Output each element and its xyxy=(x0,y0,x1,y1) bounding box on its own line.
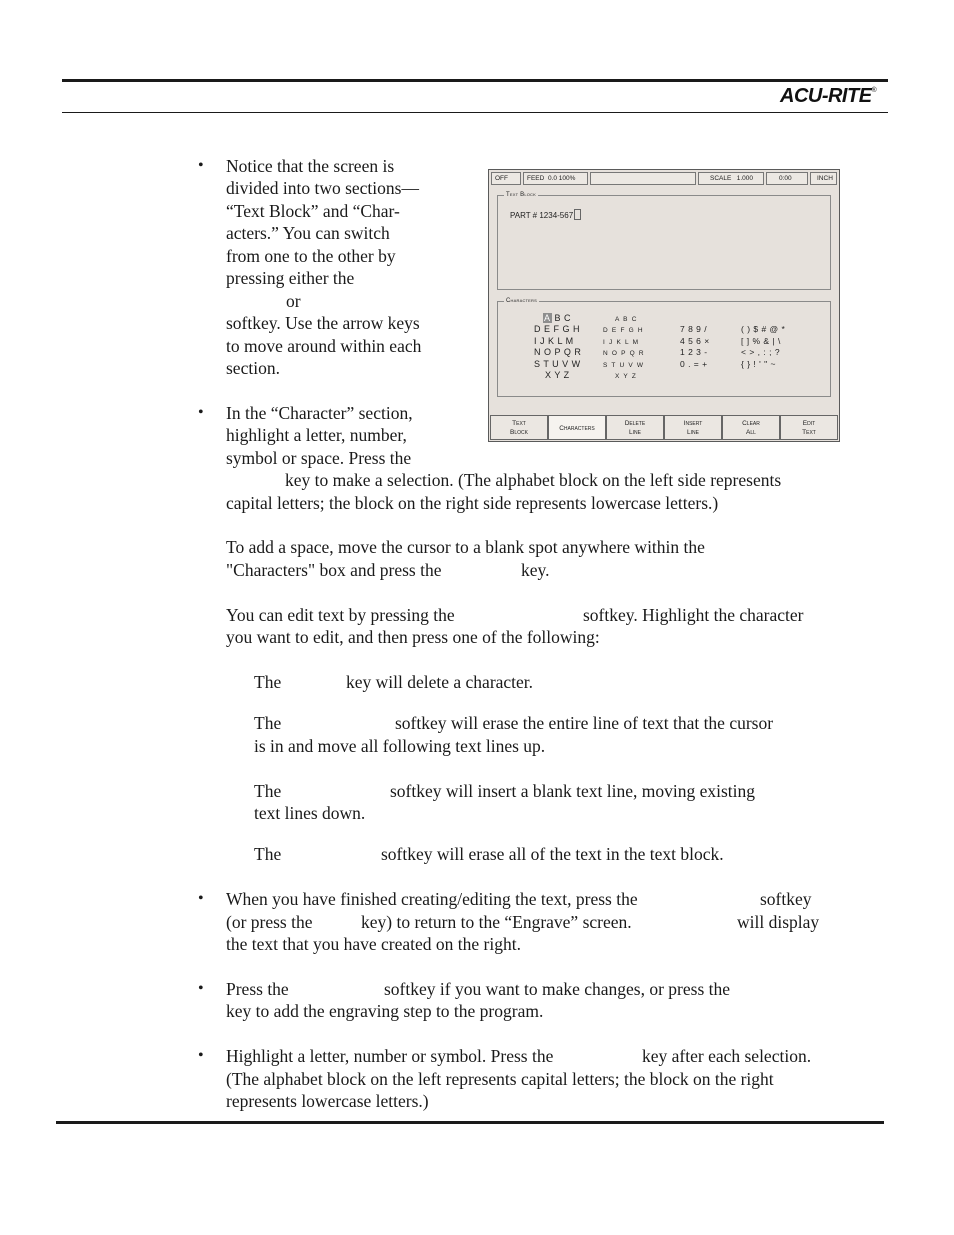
text-line: The xyxy=(254,672,282,692)
characters-label: Characters xyxy=(506,298,538,304)
digit-row[interactable]: 4 5 6 × xyxy=(680,336,710,346)
text-line: Notice that the screen is xyxy=(226,156,395,176)
text-line: softkey will insert a blank text line, moving existing xyxy=(390,781,756,801)
text-line: represents lowercase letters.) xyxy=(226,1091,429,1111)
text-line: pressing either the xyxy=(226,268,355,288)
text-line: The xyxy=(254,713,282,733)
text-line: softkey. Use the arrow keys xyxy=(226,313,420,333)
softkey-bar xyxy=(490,415,838,440)
symbol-row[interactable]: ( ) $ # @ * xyxy=(741,324,786,334)
text-line: softkey will erase the entire line of text that the cursor xyxy=(395,713,774,733)
text-block-group[interactable] xyxy=(497,192,831,290)
bullet-2: • xyxy=(198,404,204,421)
text-line: "Characters" box and press the xyxy=(226,560,442,580)
lower-row[interactable]: A B C xyxy=(615,316,638,323)
scale-cell: SCALE 1.000 xyxy=(698,172,764,185)
upper-row[interactable]: X Y Z xyxy=(545,370,570,380)
text-line: “Text Block” and “Char- xyxy=(226,201,400,221)
text-line: Press the xyxy=(226,979,289,999)
text-line: from one to the other by xyxy=(226,246,396,266)
characters-softkey[interactable]: Characters xyxy=(548,415,606,440)
digit-row[interactable]: 1 2 3 - xyxy=(680,347,708,357)
upper-row[interactable]: I J K L M xyxy=(534,336,574,346)
status-blank-cell xyxy=(590,172,696,185)
text-line: key to add the engraving step to the program. xyxy=(226,1001,544,1021)
text-line: or xyxy=(286,291,301,311)
header-rule-thick xyxy=(62,79,888,82)
bullet-1: • xyxy=(198,157,204,174)
units-cell: INCH xyxy=(810,172,837,185)
text-line: (The alphabet block on the left represents capital letters; the block on the right xyxy=(226,1069,774,1089)
text-line: is in and move all following text lines up. xyxy=(254,736,546,756)
footer-rule xyxy=(56,1121,884,1124)
symbol-row[interactable]: { } ! ' " ~ xyxy=(741,359,776,369)
text-line: key to make a selection. (The alphabet block on the left side represents xyxy=(285,470,782,490)
text-line: symbol or space. Press the xyxy=(226,448,412,468)
text-line: key) to return to the “Engrave” screen. xyxy=(361,912,632,932)
time-cell: 0:00 xyxy=(766,172,808,185)
clear-all-softkey[interactable]: Clear All xyxy=(722,415,780,440)
text-block-softkey[interactable]: Text Block xyxy=(490,415,548,440)
upper-row[interactable]: S T U V W xyxy=(534,359,581,369)
delete-line-softkey[interactable]: Delete Line xyxy=(606,415,664,440)
lower-row[interactable]: X Y Z xyxy=(615,373,638,380)
text-line: section. xyxy=(226,358,280,378)
edit-text-softkey[interactable]: Edit Text xyxy=(780,415,838,440)
lower-row[interactable]: I J K L M xyxy=(603,339,640,346)
lower-row[interactable]: S T U V W xyxy=(603,362,645,369)
text-line: you want to edit, and then press one of the following: xyxy=(226,627,600,647)
text-line: text lines down. xyxy=(254,803,366,823)
bullet-5: • xyxy=(198,1047,204,1064)
text-line: When you have finished creating/editing the text, press the xyxy=(226,889,638,909)
text-line: The xyxy=(254,844,282,864)
text-line: highlight a letter, number, xyxy=(226,425,407,445)
upper-row[interactable]: D E F G H xyxy=(534,324,581,334)
text-line: key will delete a character. xyxy=(346,672,534,692)
mode-cell: OFF xyxy=(491,172,521,185)
text-line: (or press the xyxy=(226,912,313,932)
bullet-3: • xyxy=(198,890,204,907)
text-line: In the “Character” section, xyxy=(226,403,413,423)
text-line: to move around within each xyxy=(226,336,422,356)
upper-row[interactable]: N O P Q R xyxy=(534,347,582,357)
symbol-row[interactable]: [ ] % & | \ xyxy=(741,336,781,346)
text-line: You can edit text by pressing the xyxy=(226,605,455,625)
text-line: acters.” You can switch xyxy=(226,223,390,243)
text-line: The xyxy=(254,781,282,801)
text-line: divided into two sections— xyxy=(226,178,419,198)
text-line: softkey xyxy=(760,889,812,909)
dro-screen-figure xyxy=(488,169,840,442)
text-line: Highlight a letter, number or symbol. Press the xyxy=(226,1046,554,1066)
highlighted-char: A xyxy=(544,313,551,323)
insert-line-softkey[interactable]: Insert Line xyxy=(664,415,722,440)
text-line: softkey. Highlight the character xyxy=(583,605,804,625)
text-line: To add a space, move the cursor to a blank spot anywhere within the xyxy=(226,537,705,557)
text-block-line: PART # 1234-567 xyxy=(510,209,581,220)
text-line: the text that you have created on the right. xyxy=(226,934,521,954)
text-line: softkey if you want to make changes, or press the xyxy=(384,979,731,999)
text-line: will display xyxy=(737,912,820,932)
bullet-4: • xyxy=(198,980,204,997)
lower-row[interactable]: N O P Q R xyxy=(603,350,645,357)
upper-row[interactable]: A B C xyxy=(544,313,572,323)
symbol-row[interactable]: < > , : ; ? xyxy=(741,347,781,357)
text-cursor xyxy=(574,209,581,220)
status-bar xyxy=(491,172,837,185)
text-line: key. xyxy=(521,560,550,580)
header-rule-thin xyxy=(62,112,888,113)
acu-rite-logo: ACU-RITE® xyxy=(780,85,877,107)
digit-row[interactable]: 0 . = + xyxy=(680,359,708,369)
text-line: capital letters; the block on the right side represents lowercase letters.) xyxy=(226,493,719,513)
text-line: key after each selection. xyxy=(642,1046,812,1066)
digit-row[interactable]: 7 8 9 / xyxy=(680,324,708,334)
text-block-label: Text Block xyxy=(506,192,537,198)
feed-cell: FEED 0.0 100% xyxy=(523,172,588,185)
lower-row[interactable]: D E F G H xyxy=(603,327,644,334)
text-line: softkey will erase all of the text in the text block. xyxy=(381,844,724,864)
characters-group[interactable] xyxy=(497,298,831,397)
